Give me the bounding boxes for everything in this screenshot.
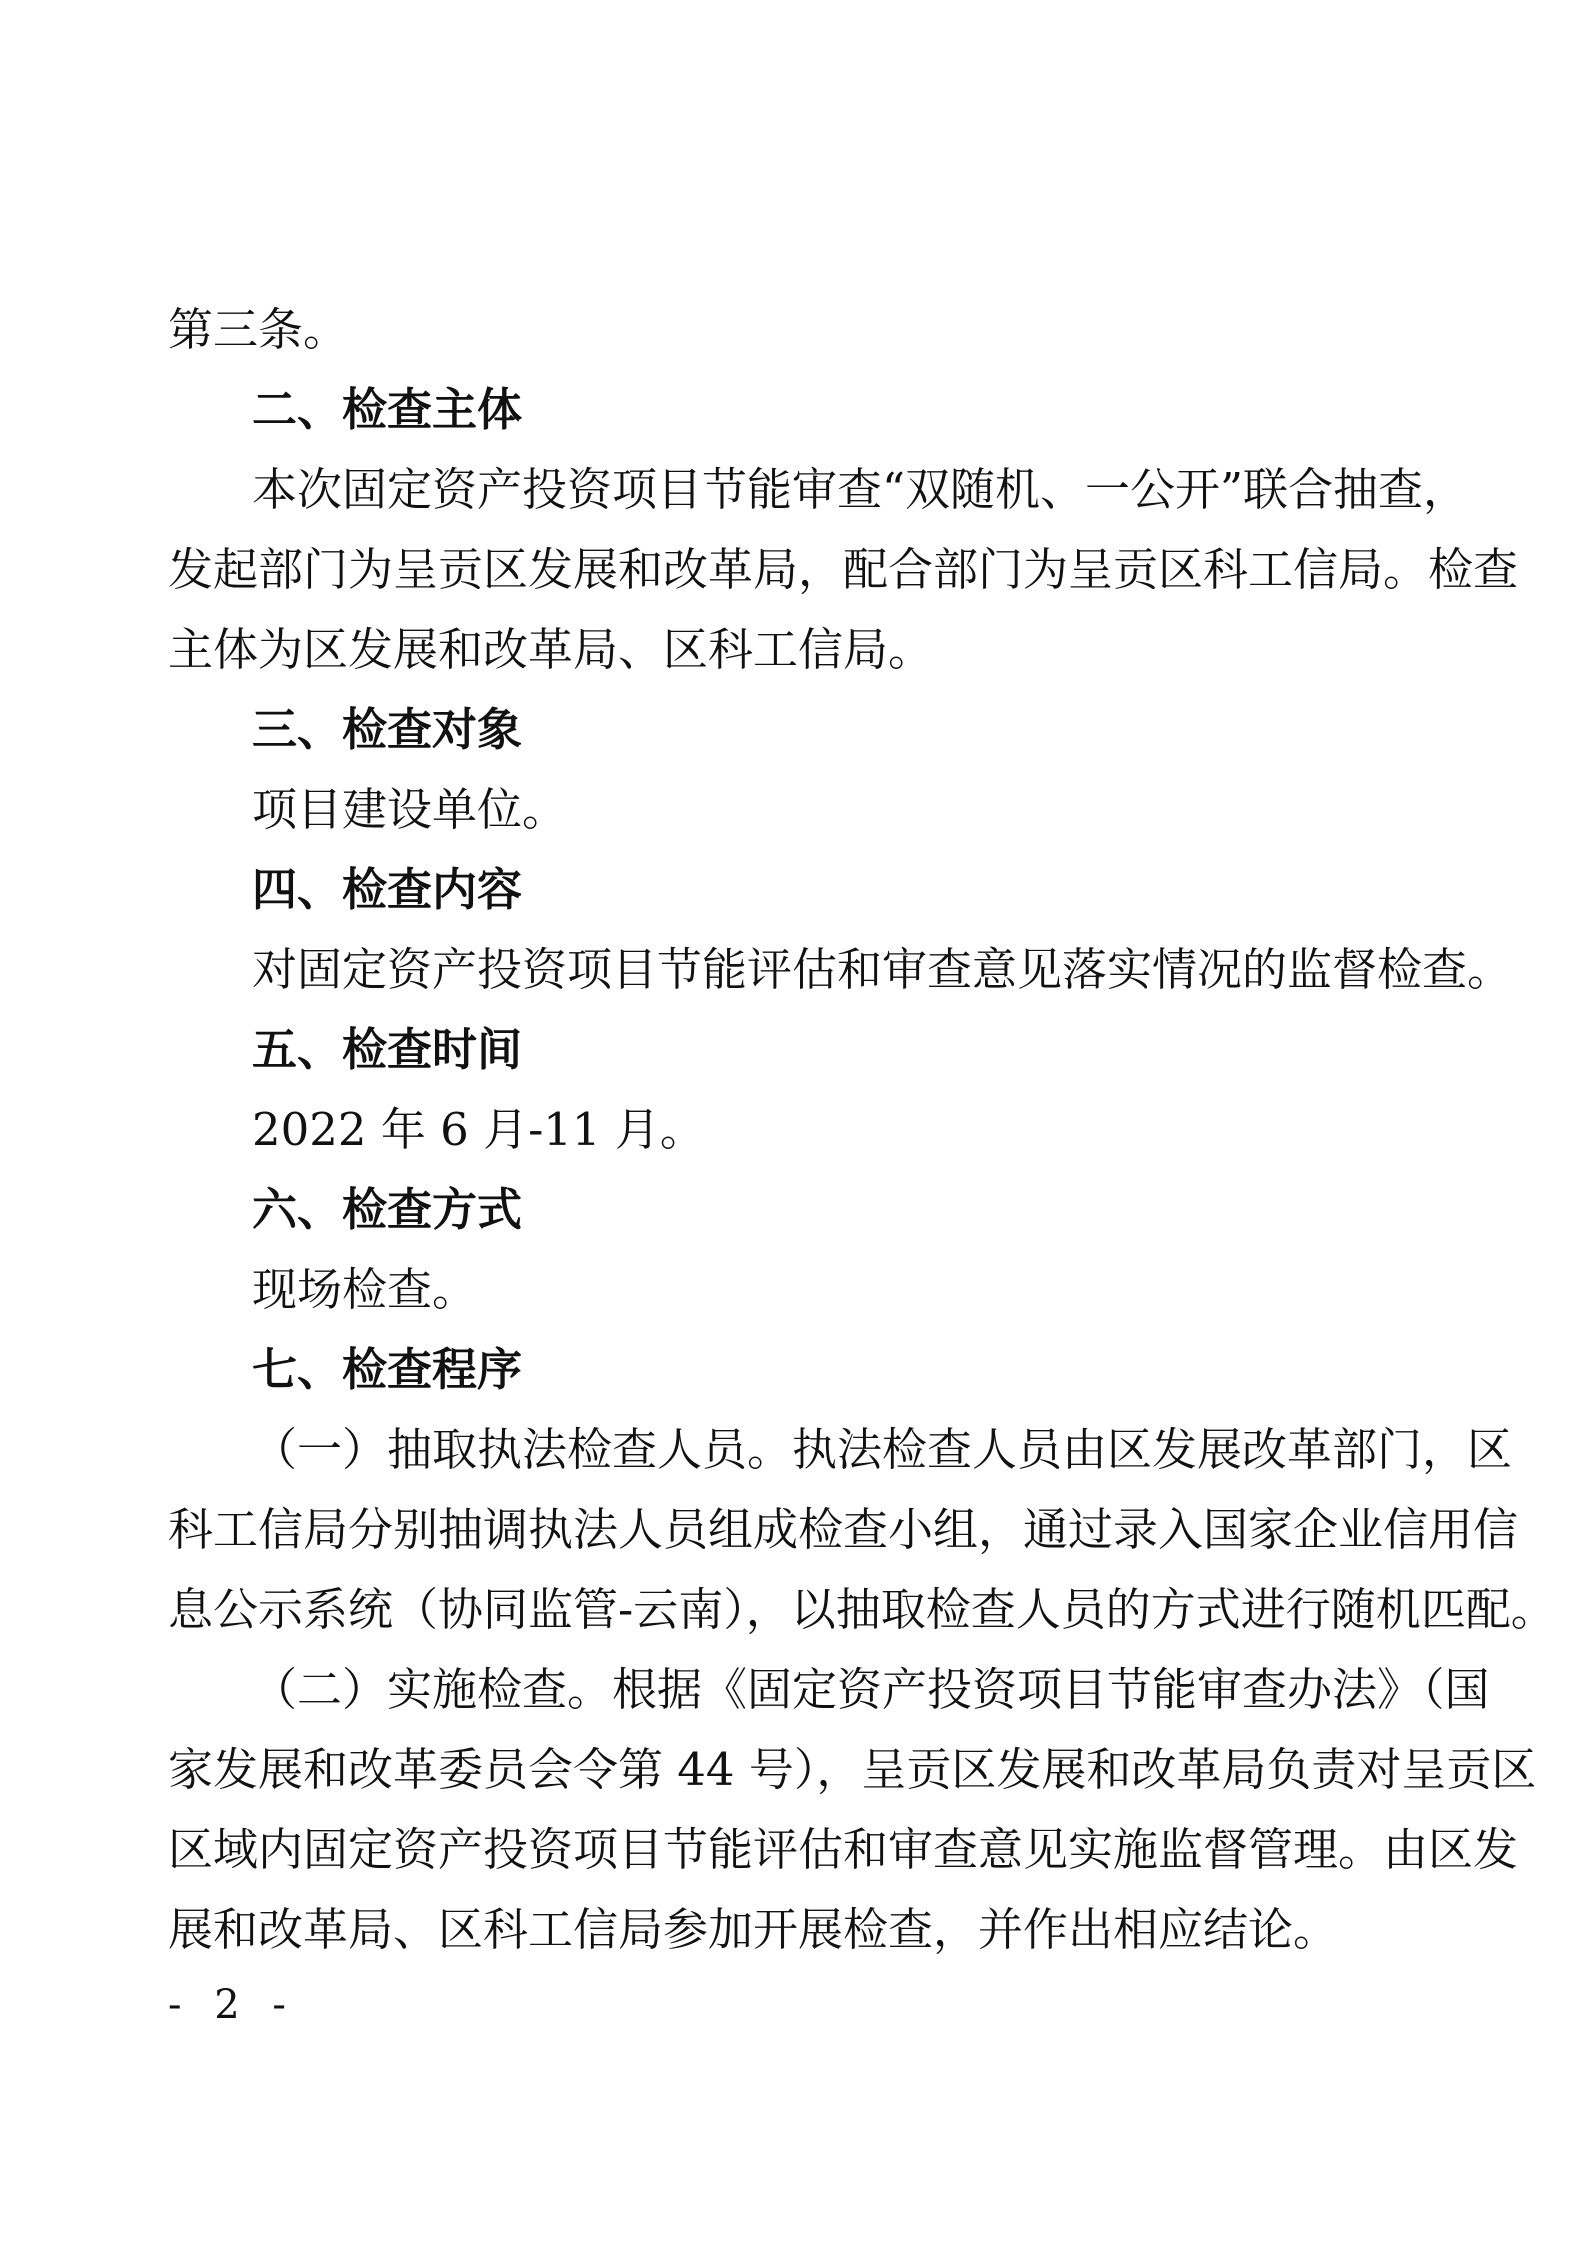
- section-heading-object: 三、检查对象: [252, 703, 523, 756]
- paragraph-line: 发起部门为呈贡区发展和改革局，配合部门为呈贡区科工信局。检查: [168, 543, 1519, 596]
- section-heading-subject: 二、检查主体: [252, 383, 523, 436]
- section-heading-procedure: 七、检查程序: [252, 1343, 523, 1396]
- paragraph-line: 2022 年 6 月-11 月。: [252, 1103, 705, 1156]
- paragraph-line: 对固定资产投资项目节能评估和审查意见落实情况的监督检查。: [252, 943, 1513, 996]
- paragraph-line: 主体为区发展和改革局、区科工信局。: [168, 623, 934, 676]
- section-heading-method: 六、检查方式: [252, 1183, 523, 1236]
- text-line: 第三条。: [168, 303, 349, 356]
- paragraph-line: （二）实施检查。根据《固定资产投资项目节能审查办法》（国: [252, 1663, 1490, 1716]
- section-heading-time: 五、检查时间: [252, 1023, 523, 1076]
- page-number: - 2 -: [168, 1982, 296, 2028]
- paragraph-line: 科工信局分别抽调执法人员组成检查小组，通过录入国家企业信用信: [168, 1503, 1519, 1556]
- paragraph-line: 息公示系统（协同监管-云南），以抽取检查人员的方式进行随机匹配。: [168, 1583, 1556, 1636]
- paragraph-line: 项目建设单位。: [252, 783, 568, 836]
- paragraph-line: 区域内固定资产投资项目节能评估和审查意见实施监督管理。由区发: [168, 1823, 1519, 1876]
- paragraph-line: 家发展和改革委员会令第 44 号），呈贡区发展和改革局负责对呈贡区: [168, 1743, 1537, 1796]
- paragraph-line: 本次固定资产投资项目节能审查“双随机、一公开”联合抽查，: [252, 463, 1469, 516]
- paragraph-line: 展和改革局、区科工信局参加开展检查，并作出相应结论。: [168, 1903, 1339, 1956]
- paragraph-line: （一）抽取执法检查人员。执法检查人员由区发展改革部门，区: [252, 1423, 1513, 1476]
- paragraph-line: 现场检查。: [252, 1263, 478, 1316]
- section-heading-content: 四、检查内容: [252, 863, 523, 916]
